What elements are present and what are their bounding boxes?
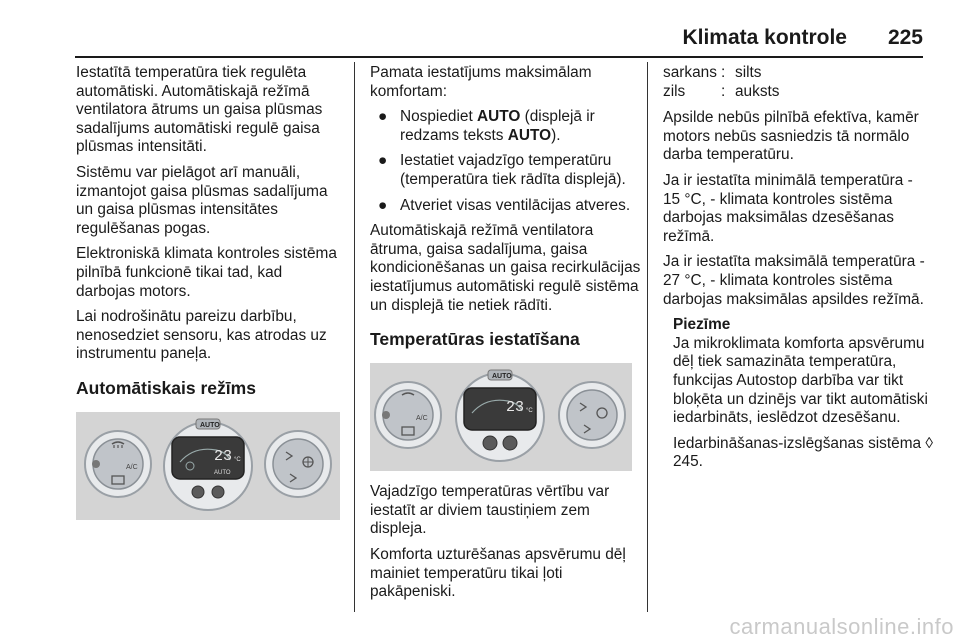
column-3 [663, 64, 933, 479]
climate-panel-drawing [370, 363, 632, 471]
column-1 [76, 64, 342, 528]
ac-label: A/C [126, 463, 138, 471]
temp-readout: 23 [214, 447, 233, 465]
page-ref-icon[interactable]: ◊ [925, 434, 933, 452]
temp-up-button [503, 436, 517, 450]
paragraph: Ja ir iestatīta minimālā temperatūra - 15 °C, - klimata kontroles sistēma darbojas maksimālas dzesēšanas režīmā. [663, 171, 913, 245]
paragraph: Vajadzīgo temperatūras vērtību var iestatīt ar diviem taustiņiem zem displeja. [370, 483, 610, 538]
page-ref-link[interactable]: 245. [673, 453, 703, 471]
paragraph: Apsilde nebūs pilnībā efektīva, kamēr motors nebūs sasniedzis tā normālo darba temperatūru. [663, 109, 919, 164]
paragraph: Iestatītā temperatūra tiek regulēta automātiski. Automātiskajā režīmā ventilatora ātrums un gaisa plūsmas sadalījums automātiski regulē gaisa plūsmas intensitāti. [76, 64, 323, 156]
temp-readout: 23 [506, 399, 525, 417]
temp-down-button [483, 436, 497, 450]
note-box [673, 316, 933, 472]
temp-up-button [212, 486, 224, 498]
paragraph: Lai nodrošinātu pareizu darbību, nenosedziet sensoru, kas atrodas uz instrumentu paneļa. [76, 308, 327, 363]
page-header [75, 26, 923, 56]
bullet-icon: ● [378, 196, 388, 214]
auto-button-label: AUTO [492, 373, 512, 381]
paragraph: Automātiskajā režīmā ventilatora ātruma, gaisa sadalījuma, gaisa kondicionēšanas un gaisa recirkulācijas iestatījumus automātiski regulē sistēma un displejā tie netiek rādīti. [370, 222, 641, 314]
paragraph: Pamata iestatījums maksimālam komfortam: [370, 64, 592, 100]
fan-icon [303, 457, 313, 467]
bullet-list [370, 108, 642, 215]
knob-dot [92, 460, 100, 468]
bullet-icon: ● [378, 108, 388, 126]
section-heading: Automātiskais režīms [76, 377, 256, 398]
paragraph: Ja ir iestatīta maksimālā temperatūra - 27 °C, - klimata kontroles sistēma darbojas maksimālas apsildes režīmā. [663, 253, 925, 308]
paragraph: Elektroniskā klimata kontroles sistēma pilnībā funkcionē tikai tad, kad darbojas motors. [76, 245, 337, 300]
bullet-icon: ● [378, 152, 388, 170]
section-heading: Temperatūras iestatīšana [370, 329, 580, 350]
column-divider [647, 62, 648, 612]
climate-panel-image [370, 363, 632, 471]
column-divider [354, 62, 355, 612]
auto-button-label: AUTO [200, 421, 220, 429]
note-text: Ja mikroklimata komforta apsvērumu dēļ tiek samazināta temperatūra, funkcijas Autostop darbība var tikt bloķēta un dzinējs var tikt automātiski iedarbināts, ieslēdzot dzesēšanu. [673, 334, 928, 427]
paragraph: Sistēmu var pielāgot arī manuāli, izmantojot gaisa plūsmas sadalījuma un gaisa plūsmas intensitātes regulēšanas pogas. [76, 163, 328, 237]
note-title: Piezīme [673, 316, 731, 334]
header-rule [75, 56, 923, 58]
climate-panel-image [76, 412, 340, 520]
temp-unit: °C [234, 456, 241, 463]
climate-panel-drawing [76, 412, 340, 520]
temp-unit: °C [526, 408, 533, 415]
list-item: ● Atveriet visas ventilācijas atveres. [378, 196, 631, 214]
note-text: Iedarbināšanas-izslēgšanas sistēma ◊ 245. [673, 434, 933, 471]
column-2 [370, 64, 642, 609]
temp-down-button [192, 486, 204, 498]
color-legend: sarkans : silts zils : auksts [663, 64, 780, 100]
list-item: ● Nospiediet AUTO (displejā ir redzams teksts AUTO). [378, 108, 595, 144]
list-item: ● Iestatiet vajadzīgo temperatūru (temperatūra tiek rādīta displejā). [378, 152, 626, 188]
ac-label: A/C [416, 415, 428, 423]
auto-indicator: AUTO [214, 469, 231, 476]
watermark: carmanualsonline.info [729, 614, 954, 639]
paragraph: Komforta uzturēšanas apsvērumu dēļ mainiet temperatūru tikai ļoti pakāpeniski. [370, 545, 626, 601]
chapter-title: Klimata kontrole [682, 26, 847, 49]
page-number: 225 [887, 26, 923, 49]
